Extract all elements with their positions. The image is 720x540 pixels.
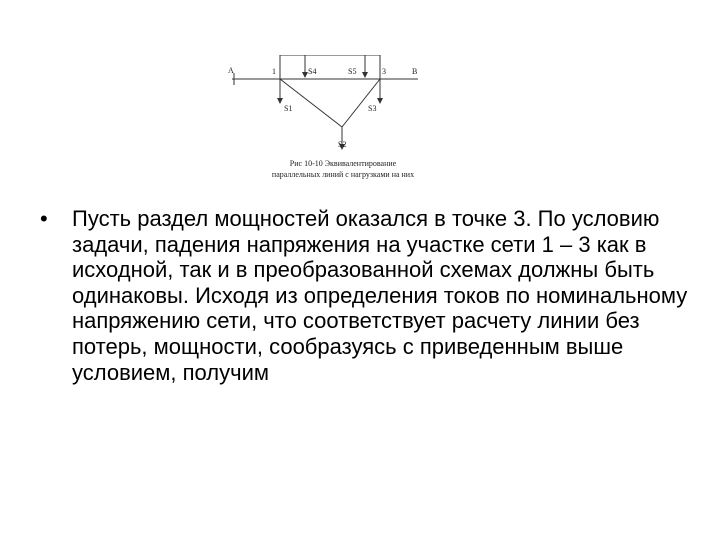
node-b-label: B <box>412 67 418 76</box>
caption-line-2: параллельных линий с нагрузками на них <box>271 170 415 179</box>
bullet-mark: • <box>40 206 48 231</box>
paragraph-text: Пусть раздел мощностей оказался в точке 3. По условию задачи, падения напряжения на участке сети 1 – 3 как в исходной, так и в преобразованной схемах должны быть одинаковы. Исходя из определения токов по номинальному напряжению сети, что соответствует расчету линии без потерь, мощности, сообразуясь с приведенным выше условием, получим <box>72 206 688 385</box>
load-s5-label: S5 <box>348 67 357 76</box>
node-a-label: A <box>228 66 234 75</box>
load-s3-label: S3 <box>368 104 377 113</box>
node-3-label: 3 <box>382 67 386 76</box>
caption-line-1: Рис 10-10 Эквивалентирование <box>289 159 397 168</box>
load-s4-label: S4 <box>308 67 317 76</box>
load-s2-label: S2 <box>338 140 347 149</box>
load-s1-label: S1 <box>284 104 293 113</box>
node-1-label: 1 <box>272 67 276 76</box>
figure-caption <box>232 158 454 180</box>
